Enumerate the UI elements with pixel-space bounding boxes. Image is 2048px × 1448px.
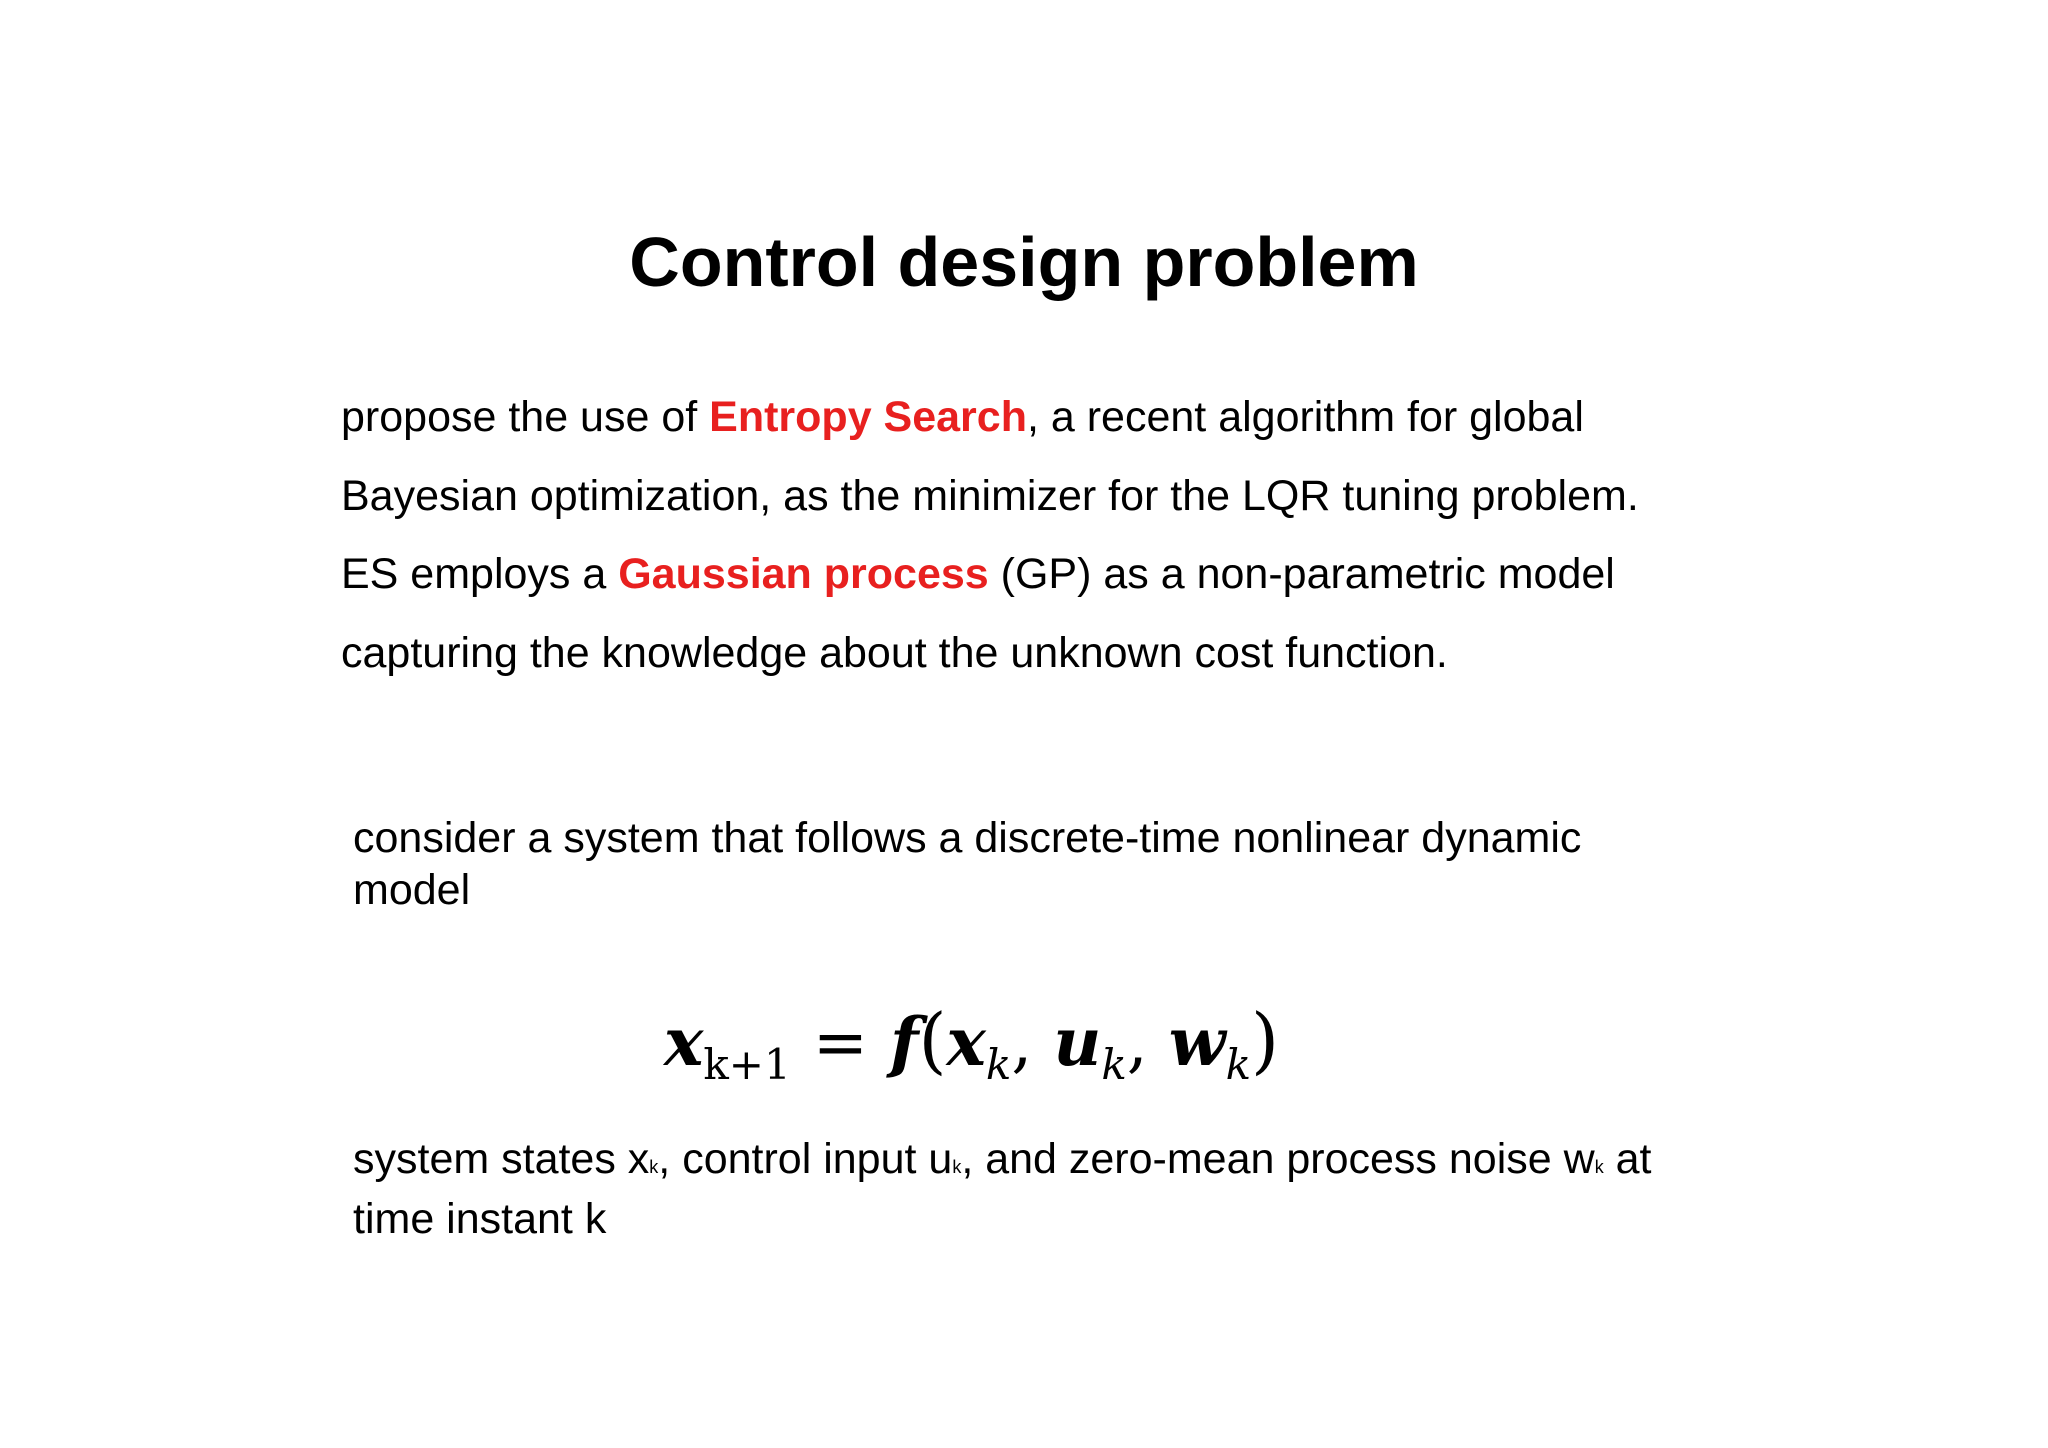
slide-title: Control design problem bbox=[629, 223, 1419, 301]
intro-line-4: capturing the knowledge about the unknown cost function. bbox=[341, 628, 1448, 677]
intro-line-3: ES employs a Gaussian process (GP) as a non-parametric model bbox=[341, 550, 1615, 598]
system-line-1: consider a system that follows a discrete-time nonlinear dynamic bbox=[353, 814, 1582, 862]
variables-line-1: system states xk, control input uk, and zero-mean process noise wk at bbox=[353, 1135, 1652, 1183]
variables-paragraph bbox=[353, 1133, 1773, 1245]
system-line-2: model bbox=[353, 866, 471, 914]
system-paragraph bbox=[353, 812, 1753, 916]
entropy-search-highlight: Entropy Search bbox=[709, 393, 1027, 441]
eq-arg1-sub: k bbox=[985, 1040, 1012, 1089]
eq-arg2-var: u bbox=[1053, 1003, 1102, 1081]
eq-func: f bbox=[890, 1003, 919, 1081]
eq-arg3-var: w bbox=[1168, 1003, 1226, 1081]
eq-arg1-var: x bbox=[946, 1003, 986, 1081]
noise-subscript: k bbox=[1594, 1157, 1604, 1177]
eq-equals: = bbox=[812, 1004, 869, 1081]
eq-sep2: , bbox=[1126, 1004, 1169, 1081]
state-subscript: k bbox=[649, 1157, 659, 1177]
intro-line-1: propose the use of Entropy Search, a recent algorithm for global bbox=[341, 393, 1584, 441]
eq-arg3-sub: k bbox=[1225, 1040, 1252, 1089]
eq-sep1: , bbox=[1011, 1004, 1054, 1081]
intro-paragraph bbox=[341, 378, 1741, 692]
gaussian-process-highlight: Gaussian process bbox=[618, 550, 989, 598]
variables-line-2: time instant k bbox=[353, 1195, 607, 1243]
eq-open-paren: ( bbox=[918, 998, 947, 1082]
input-subscript: k bbox=[952, 1157, 962, 1177]
dynamics-equation bbox=[664, 990, 1279, 1090]
intro-line-2: Bayesian optimization, as the minimizer for the LQR tuning problem. bbox=[341, 471, 1639, 520]
eq-close-paren: ) bbox=[1251, 998, 1280, 1082]
eq-lhs-var: x bbox=[664, 1003, 704, 1081]
eq-arg2-sub: k bbox=[1101, 1040, 1127, 1089]
eq-lhs-sub: k+1 bbox=[703, 1040, 791, 1089]
